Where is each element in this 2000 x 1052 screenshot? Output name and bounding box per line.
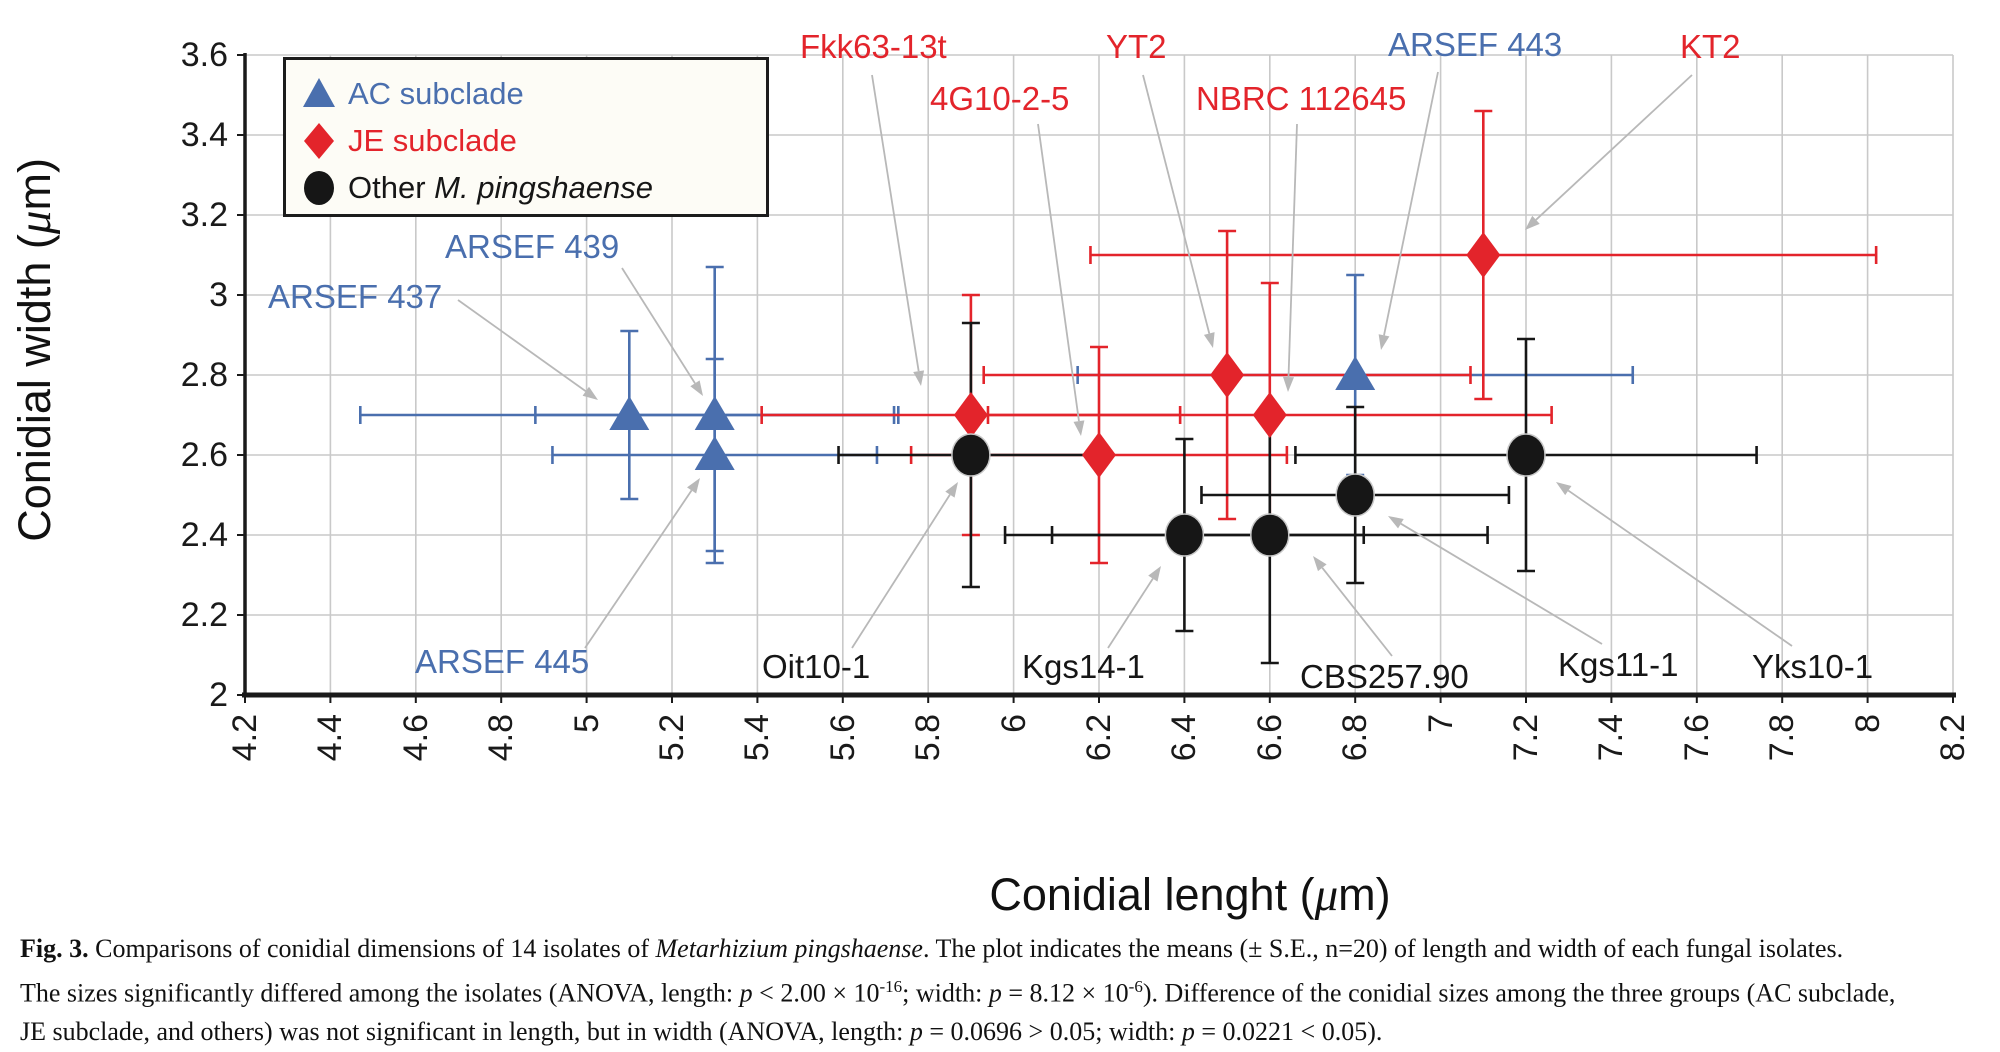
figure-caption	[20, 930, 1990, 1051]
arrow-head-arsef-443	[1379, 334, 1390, 350]
arrow-head-nbrc-112645	[1283, 377, 1294, 392]
arrow-line-nbrc-112645	[1289, 124, 1297, 377]
x-tick-label-6-2: 6.2	[1080, 714, 1118, 762]
marker-yks10-1	[1507, 434, 1545, 476]
arrow-line-kgs14-1	[1108, 579, 1153, 648]
arrow-line-yks10-1	[1568, 491, 1792, 646]
triangle-marker-icon	[300, 75, 338, 113]
arrow-head-fkk63-13t	[913, 370, 924, 386]
arrow-head-arsef-439	[690, 380, 703, 396]
arrow-head-kgs11-1	[1388, 516, 1404, 528]
arrow-head-cbs257-90	[1313, 556, 1327, 571]
legend-item-ac-subclade	[300, 70, 766, 117]
arrow-head-yt2	[1204, 332, 1215, 348]
annotation-kgs14-1: Kgs14-1	[1022, 648, 1145, 685]
x-tick-label-7-2: 7.2	[1507, 714, 1545, 762]
x-tick-label-8-2: 8.2	[1934, 714, 1972, 762]
y-tick-label-3-4: 3.4	[180, 116, 228, 154]
y-tick-label-2: 2	[209, 676, 228, 714]
arrow-head-arsef-445	[687, 478, 700, 494]
arrow-line-fkk63-13t	[872, 75, 919, 371]
x-tick-label-7-4: 7.4	[1592, 714, 1631, 762]
y-tick-label-3: 3	[209, 276, 228, 314]
arrow-line-arsef-439	[622, 268, 695, 383]
x-tick-label-5-4: 5.4	[738, 714, 777, 762]
x-tick-label-8: 8	[1848, 714, 1887, 733]
y-axis-title: Conidial width (μm)	[9, 158, 61, 542]
marker-kt2	[1466, 232, 1500, 278]
arrow-head-yks10-1	[1556, 482, 1571, 495]
x-axis-title: Conidial lenght (μm)	[989, 869, 1391, 921]
arrow-line-arsef-437	[458, 300, 586, 391]
annotation-kgs11-1: Kgs11-1	[1558, 646, 1679, 683]
y-tick-label-2-6: 2.6	[180, 436, 228, 474]
marker-arsef-439	[695, 396, 735, 430]
annotation-arsef-437: ARSEF 437	[268, 278, 443, 315]
legend-label: AC subclade	[348, 75, 524, 111]
arrow-line-4g10-2-5	[1038, 124, 1079, 421]
diamond-marker-icon	[300, 122, 338, 160]
x-tick-label-4-4: 4.4	[311, 714, 350, 762]
caption-line-2: The sizes significantly differed among the isolates (ANOVA, length: $p < 2.00 \times 10^{-16}$; width: $p = 8.12 \times 10^{-6}$). Difference of the conidial sizes among the three groups (AC subclade,	[20, 977, 1896, 1008]
annotation-nbrc-112645: NBRC 112645	[1196, 80, 1407, 117]
y-tick-label-3-6: 3.6	[180, 36, 228, 74]
arrow-head-4g10-2-5	[1074, 420, 1085, 436]
marker-arsef-437	[609, 396, 649, 430]
annotation-arsef-445: ARSEF 445	[415, 643, 590, 680]
x-tick-label-6-8: 6.8	[1336, 714, 1375, 762]
marker-arsef-443	[1335, 356, 1375, 390]
y-tick-label-2-4: 2.4	[180, 516, 228, 554]
circle-marker-icon	[300, 169, 338, 207]
marker-cbs257-90	[1251, 514, 1289, 556]
y-tick-label-2-2: 2.2	[180, 596, 228, 634]
annotation-kt2: KT2	[1680, 28, 1741, 65]
annotation-4g10-2-5: 4G10-2-5	[930, 80, 1070, 117]
x-tick-label-6: 6	[994, 714, 1033, 733]
y-tick-label-2-8: 2.8	[180, 356, 228, 394]
arrow-head-arsef-437	[583, 387, 598, 400]
arrow-head-kgs14-1	[1148, 566, 1161, 582]
caption-line-1: Fig. 3. Comparisons of conidial dimensions of 14 isolates of Metarhizium pingshaense. The plot indicates the means (± S.E., n=20) of length and width of each fungal isolates.	[20, 934, 1844, 963]
x-tick-label-7: 7	[1421, 714, 1460, 733]
arrow-line-kt2	[1536, 75, 1692, 220]
x-tick-label-7-6: 7.6	[1677, 714, 1716, 762]
x-tick-label-4-8: 4.8	[482, 714, 521, 762]
x-tick-label-5-2: 5.2	[653, 714, 691, 762]
annotation-yt2: YT2	[1106, 28, 1167, 65]
legend-box	[283, 57, 769, 217]
arrow-line-arsef-445	[585, 490, 692, 648]
arrow-line-cbs257-90	[1322, 568, 1392, 656]
legend-item-je-subclade	[300, 117, 766, 164]
annotation-cbs257-90: CBS257.90	[1300, 658, 1469, 695]
marker-kgs14-1	[1165, 514, 1203, 556]
y-tick-label-3-2: 3.2	[180, 196, 228, 234]
marker-fkk63-13t	[954, 392, 988, 438]
legend-label: JE subclade	[348, 122, 517, 158]
marker-kgs11-1	[1336, 474, 1374, 516]
annotation-oit10-1: Oit10-1	[762, 648, 871, 685]
x-tick-label-5: 5	[567, 714, 606, 733]
arrow-head-oit10-1	[945, 482, 958, 498]
legend-label: Other M. pingshaense	[348, 169, 654, 205]
marker-arsef-445	[695, 436, 735, 470]
x-tick-label-5-8: 5.8	[909, 714, 948, 762]
marker-yt2	[1210, 352, 1244, 398]
annotation-yks10-1: Yks10-1	[1752, 648, 1874, 685]
x-tick-label-7-8: 7.8	[1763, 714, 1802, 762]
legend-item-other-m-pingshaense	[300, 164, 766, 211]
x-tick-label-4-6: 4.6	[396, 714, 435, 762]
caption-line-3: JE subclade, and others) was not significant in length, but in width (ANOVA, length: p = 0.0696 > 0.05; width: p = 0.0221 < 0.05).	[20, 1016, 1383, 1046]
annotation-arsef-443: ARSEF 443	[1388, 26, 1563, 63]
x-tick-label-4-2: 4.2	[226, 714, 264, 762]
marker-4g10-2-5	[1082, 432, 1116, 478]
arrow-line-kgs11-1	[1401, 524, 1602, 644]
annotation-arsef-439: ARSEF 439	[445, 228, 620, 265]
marker-nbrc-112645	[1253, 392, 1287, 438]
annotation-fkk63-13t: Fkk63-13t	[800, 28, 947, 65]
x-tick-label-5-6: 5.6	[823, 714, 862, 762]
x-tick-label-6-4: 6.4	[1165, 714, 1204, 762]
marker-oit10-1	[952, 434, 990, 476]
arrow-line-oit10-1	[852, 495, 950, 648]
x-tick-label-6-6: 6.6	[1250, 714, 1289, 762]
